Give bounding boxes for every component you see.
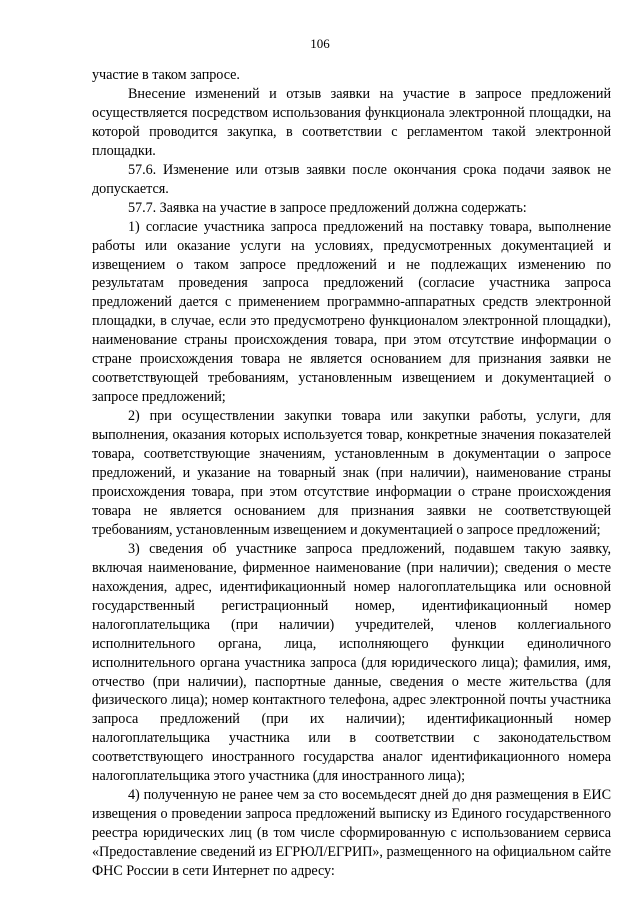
list-item-3: 3) сведения об участнике запроса предложений, подавшем такую заявку, включая наименование, фирменное наименование (при наличии); сведения о месте нахождения, адрес, идентификационный номер налогоплательщика или основной государственный регистрационный номер, идентификационный номер налогоплательщика (при наличии) учредителей, членов коллегиального исполнительного органа, лица, исполняющего функции единоличного исполнительного органа участника запроса (для юридического лица); фамилия, имя, отчество (при наличии), паспортные данные, сведения о месте жительства (для физического лица); номер контактного телефона, адрес электронной почты участника запроса предложений (при их наличии); идентификационный номер налогоплательщика участника или в соответствии с законодательством соответствующего иностранного государства аналог идентификационного номера налогоплательщика этого участника (для иностранного лица);	[92, 540, 611, 785]
paragraph-amendment-withdrawal: Внесение изменений и отзыв заявки на участие в запросе предложений осуществляется посредством использования функционала электронной площадки, на которой проводится закупка, в соответствии с регламентом такой электронной площадки.	[92, 85, 611, 159]
paragraph-57-6: 57.6. Изменение или отзыв заявки после окончания срока подачи заявок не допускается.	[92, 161, 611, 197]
list-item-1: 1) согласие участника запроса предложений на поставку товара, выполнение работы или оказание услуги на условиях, предусмотренных документацией и извещением о таком запросе предложений и не подлежащих изменению по результатам проведения запроса предложений (согласие участника запроса предложений дается с применением программно-аппаратных средств электронной площадки, в случае, если это предусмотрено функционалом электронной площадки), наименование страны происхождения товара, при этом отсутствие информации о стране происхождения товара не является основанием для признания заявки не соответствующей требованиям, установленным извещением и документацией о запросе предложений;	[92, 218, 611, 406]
paragraph-57-7: 57.7. Заявка на участие в запросе предложений должна содержать:	[128, 199, 527, 216]
paragraph-continuation: участие в таком запросе.	[92, 67, 240, 83]
page-number: 106	[310, 36, 330, 51]
document-body	[92, 66, 611, 881]
list-item-4: 4) полученную не ранее чем за сто восемьдесят дней до дня размещения в ЕИС извещения о проведении запроса предложений выписку из Единого государственного реестра юридических лиц (в том числе сформированную с использованием сервиса «Предоставление сведений из ЕГРЮЛ/ЕГРИП», размещенного на официальном сайте ФНС России в сети Интернет по адресу:	[92, 787, 611, 880]
list-item-2: 2) при осуществлении закупки товара или закупки работы, услуги, для выполнения, оказания которых используется товар, конкретные значения показателей товара, соответствующие значениям, установленным в документации о запросе предложений, и указание на товарный знак (при наличии), наименование страны происхождения товара, при этом отсутствие информации о стране происхождения товара не является основанием для признания заявки не соответствующей требованиям, установленным извещением и документацией о запросе предложений;	[92, 408, 611, 538]
